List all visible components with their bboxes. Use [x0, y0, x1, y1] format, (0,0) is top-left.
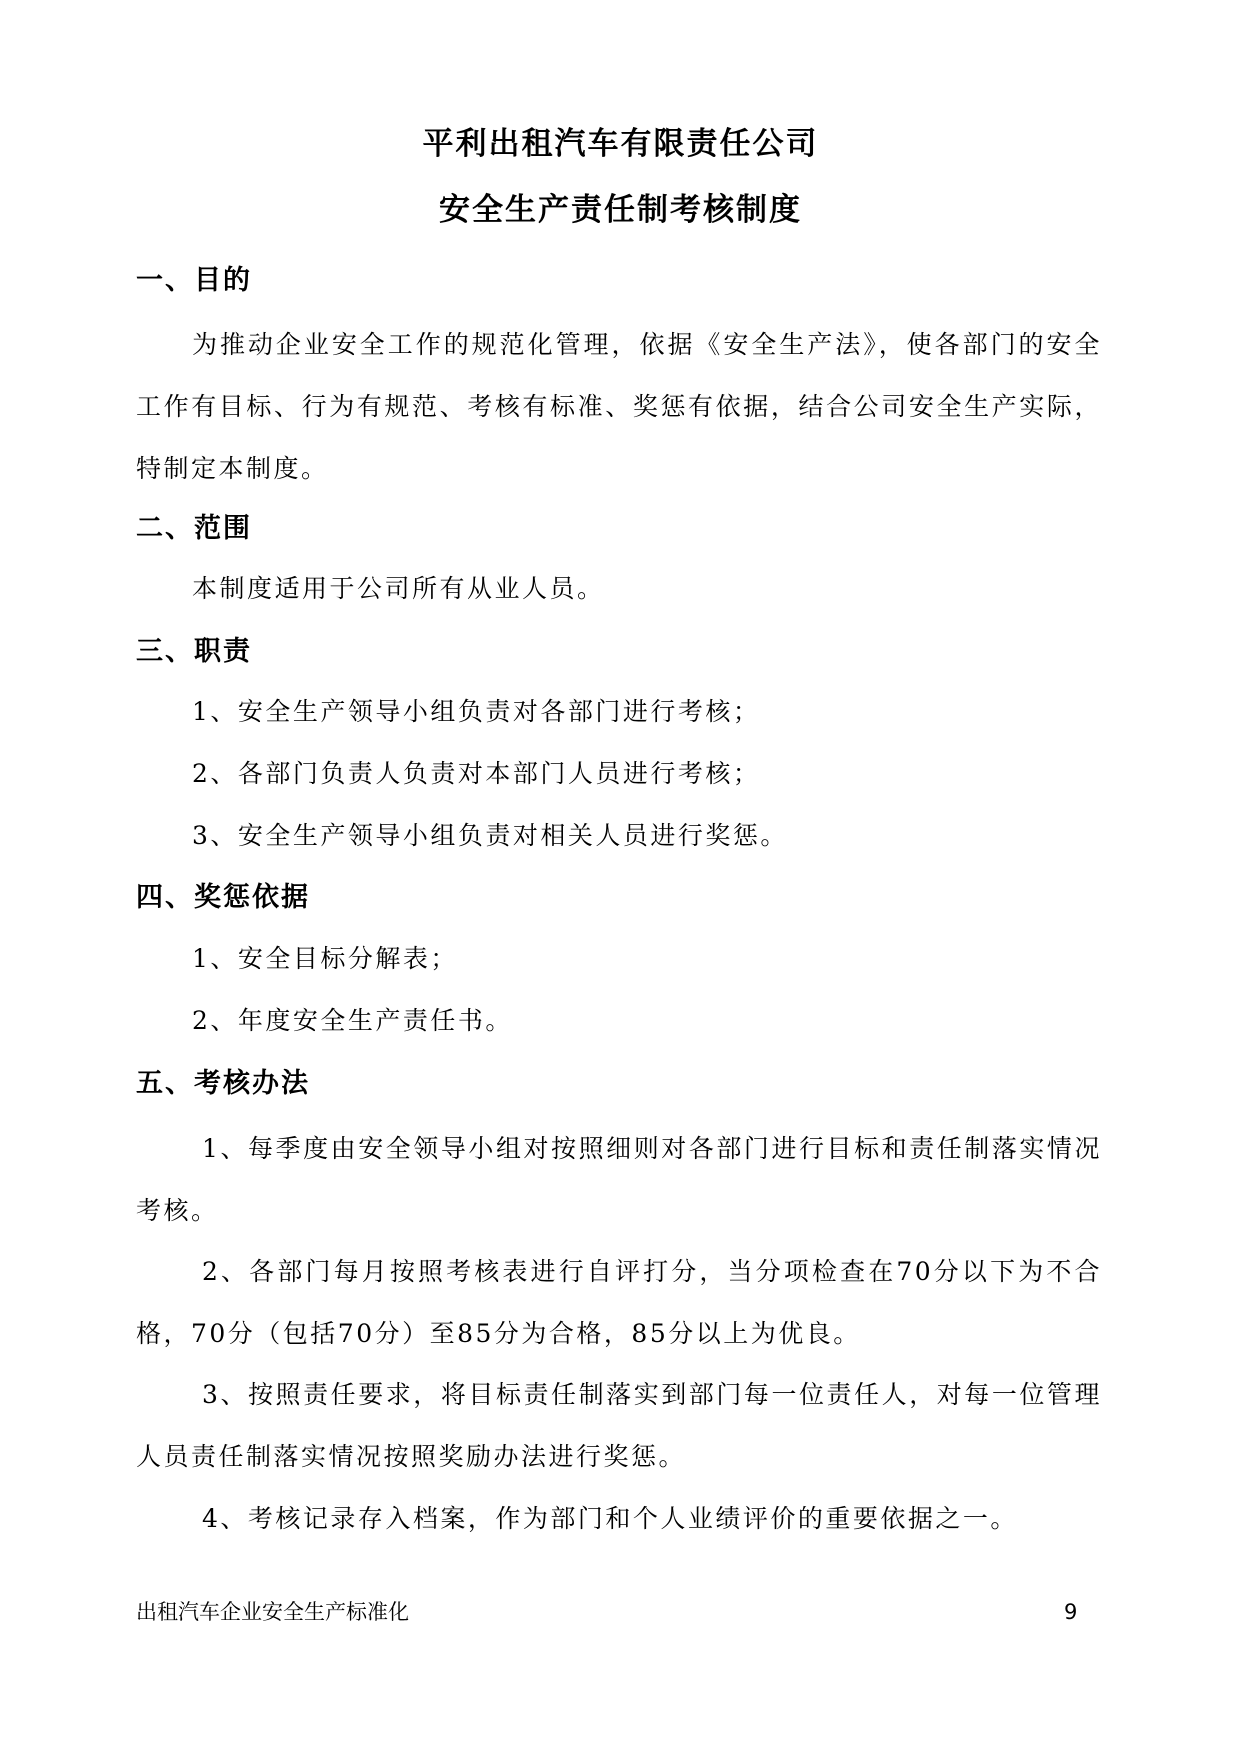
purpose-paragraph: 为推动企业安全工作的规范化管理，依据《安全生产法》，使各部门的安全工作有目标、行为有规范、考核有标准、奖惩有依据，结合公司安全生产实际，特制定本制度。: [136, 330, 1102, 483]
section-heading-duties: 三、职责: [136, 636, 252, 667]
duty-item-2: 2、各部门负责人负责对本部门人员进行考核；: [192, 759, 761, 788]
section-heading-assessment: 五、考核办法: [136, 1068, 310, 1099]
company-title: 平利出租汽车有限责任公司: [422, 126, 819, 162]
document-title: 安全生产责任制考核制度: [439, 192, 802, 228]
basis-item-1: 1、安全目标分解表；: [192, 944, 458, 973]
section-heading-purpose: 一、目的: [136, 265, 252, 296]
assessment-paragraph-1: 1、每季度由安全领导小组对按照细则对各部门进行目标和责任制落实情况考核。: [136, 1134, 1102, 1225]
duty-item-3: 3、安全生产领导小组负责对相关人员进行奖惩。: [192, 821, 788, 850]
section-heading-basis: 四、奖惩依据: [136, 882, 310, 913]
section-heading-scope: 二、范围: [136, 513, 252, 544]
duty-item-1: 1、安全生产领导小组负责对各部门进行考核；: [192, 697, 761, 726]
footer-caption: 出租汽车企业安全生产标准化: [136, 1600, 409, 1624]
basis-item-2: 2、年度安全生产责任书。: [192, 1006, 513, 1035]
assessment-paragraph-4: 4、考核记录存入档案，作为部门和个人业绩评价的重要依据之一。: [202, 1504, 1018, 1533]
assessment-paragraph-2: 2、各部门每月按照考核表进行自评打分，当分项检查在70分以下为不合格，70分（包括70分）至85分为合格，85分以上为优良。: [136, 1257, 1102, 1348]
assessment-paragraph-3: 3、按照责任要求，将目标责任制落实到部门每一位责任人，对每一位管理人员责任制落实情况按照奖励办法进行奖惩。: [136, 1380, 1102, 1471]
page-number: 9: [1064, 1600, 1078, 1624]
scope-item: 本制度适用于公司所有从业人员。: [192, 574, 605, 603]
